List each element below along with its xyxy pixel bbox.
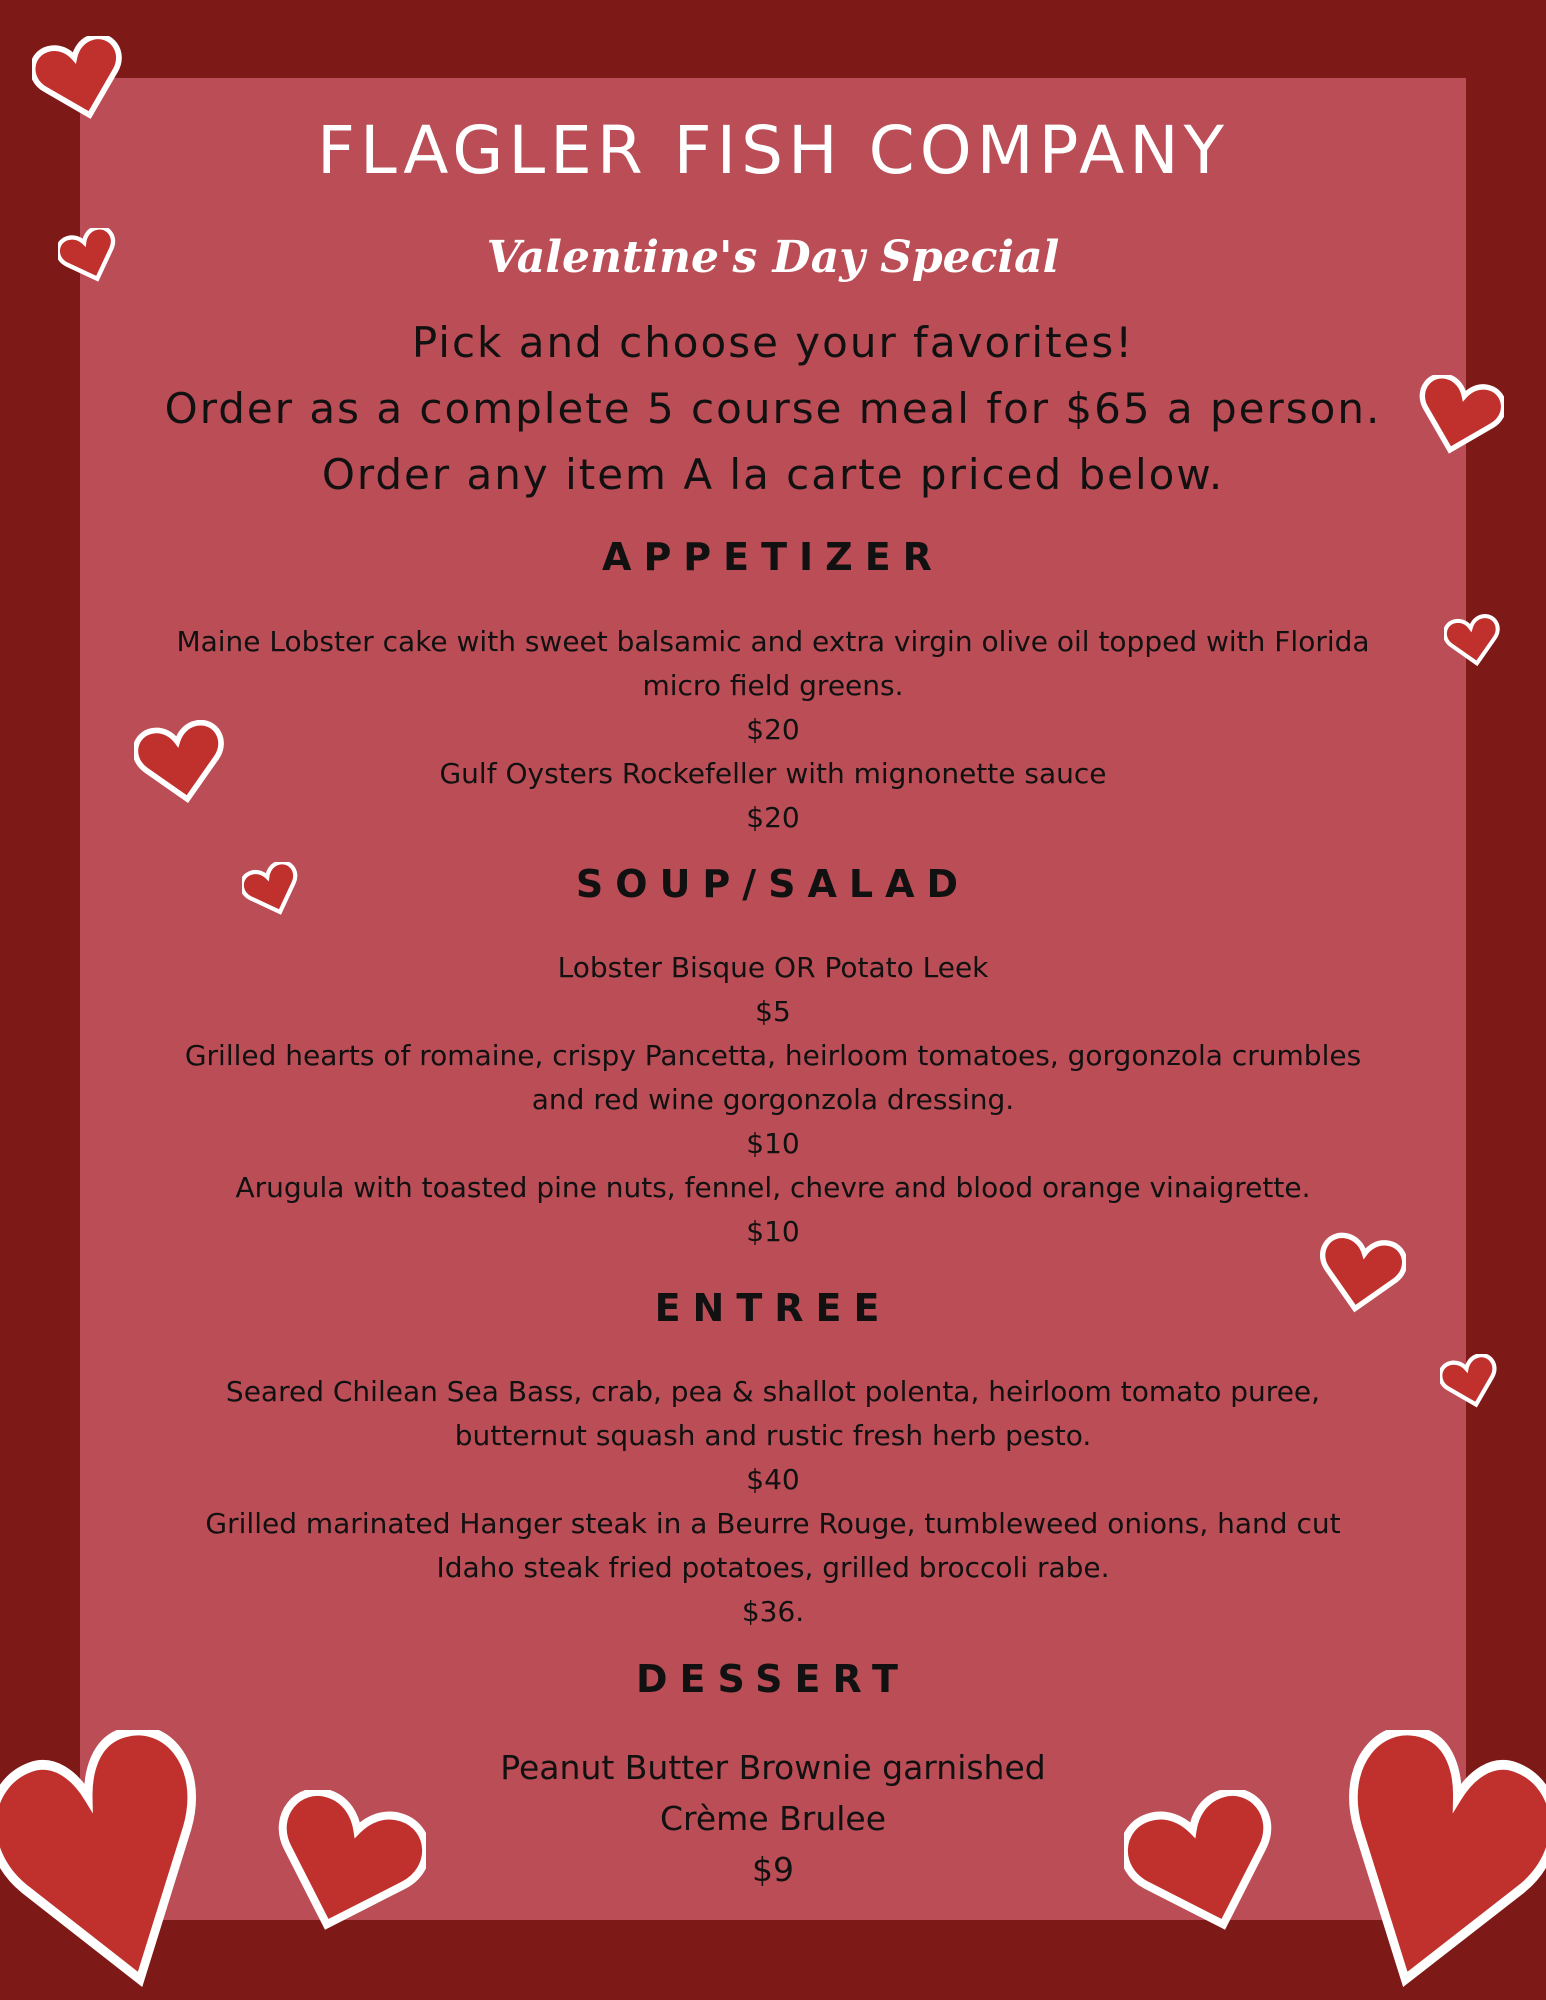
intro-line: Order as a complete 5 course meal for $65 a person.	[164, 384, 1382, 433]
heart-icon	[1444, 614, 1502, 668]
menu-item-price: $5	[755, 995, 791, 1028]
menu-item-line: and red wine gorgonzola dressing.	[531, 1083, 1015, 1116]
section-heading-appetizer: APPETIZER	[602, 535, 944, 579]
heart-icon	[266, 1790, 426, 1940]
heart-icon	[0, 1730, 215, 2000]
intro-text	[80, 310, 1466, 508]
menu-item-line: Arugula with toasted pine nuts, fennel, chevre and blood orange vinaigrette.	[235, 1171, 1311, 1204]
menu-item-line: butternut squash and rustic fresh herb pesto.	[454, 1419, 1092, 1452]
menu-item-price: $20	[746, 801, 800, 834]
menu-item-price: $9	[752, 1850, 794, 1889]
menu-item-line: Idaho steak fried potatoes, grilled broccoli rabe.	[436, 1551, 1110, 1584]
menu-item-line: micro field greens.	[642, 669, 904, 702]
restaurant-name: FLAGLER FISH COMPANY	[316, 112, 1229, 189]
menu-item-line: Grilled marinated Hanger steak in a Beurre Rouge, tumbleweed onions, hand cut	[205, 1507, 1341, 1540]
section-heading-entree: ENTREE	[654, 1286, 892, 1330]
heart-icon	[58, 228, 120, 284]
menu-item-line: Peanut Butter Brownie garnished	[500, 1748, 1046, 1787]
heart-icon	[1330, 1730, 1546, 2000]
heart-icon	[1414, 375, 1504, 457]
menu-item-price: $20	[746, 713, 800, 746]
heart-icon	[134, 720, 228, 806]
menu-item-line: Gulf Oysters Rockefeller with mignonette sauce	[439, 757, 1107, 790]
menu-item-line: Crème Brulee	[659, 1799, 887, 1838]
intro-line: Order any item A la carte priced below.	[321, 450, 1225, 499]
intro-line: Pick and choose your favorites!	[411, 318, 1135, 367]
menu-item-price: $10	[746, 1127, 800, 1160]
menu-item-price: $40	[746, 1463, 800, 1496]
heart-icon	[1124, 1790, 1284, 1940]
section-heading-soup-salad: SOUP/SALAD	[575, 862, 971, 906]
heart-icon	[1316, 1232, 1406, 1316]
menu-item-line: Seared Chilean Sea Bass, crab, pea & shallot polenta, heirloom tomato puree,	[225, 1375, 1321, 1408]
soup-salad-items	[80, 946, 1466, 1254]
menu-item-price: $36.	[741, 1595, 805, 1628]
appetizer-items	[80, 620, 1466, 840]
entree-items	[80, 1370, 1466, 1634]
menu-item-line: Lobster Bisque OR Potato Leek	[557, 951, 989, 984]
heart-icon	[32, 36, 128, 122]
section-heading-dessert: DESSERT	[636, 1657, 910, 1701]
menu-item-line: Maine Lobster cake with sweet balsamic and extra virgin olive oil topped with Florida	[176, 625, 1370, 658]
subtitle: Valentine's Day Special	[486, 232, 1060, 283]
heart-icon	[1440, 1354, 1500, 1410]
heart-icon	[242, 862, 302, 918]
menu-item-price: $10	[746, 1215, 800, 1248]
menu-item-line: Grilled hearts of romaine, crispy Pancetta, heirloom tomatoes, gorgonzola crumbles	[184, 1039, 1362, 1072]
